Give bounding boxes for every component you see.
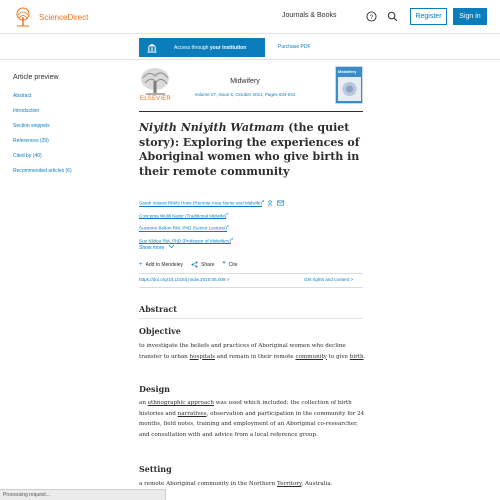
sidebar-item-references[interactable]: References (29) <box>13 138 49 144</box>
author-row[interactable]: Sue Kildea RM, PhD (Professor of Midwifery)$^d$ <box>139 236 234 244</box>
share-button[interactable]: Share <box>191 261 214 268</box>
article-preview-heading: Article preview <box>13 74 59 81</box>
header-divider <box>139 111 363 112</box>
cite-button[interactable]: ❞ Cite <box>222 261 238 268</box>
arrow-icon: > <box>226 277 230 282</box>
brand-name: ScienceDirect <box>39 12 89 22</box>
doi-divider-bottom <box>139 287 363 288</box>
author-list <box>139 196 284 246</box>
institution-icon <box>147 43 157 53</box>
author-name[interactable]: Sarah Ireland RM/N Hons (Remote Area Nurse and Midwife) <box>139 200 263 206</box>
help-icon[interactable] <box>366 11 377 22</box>
hospitals-link[interactable]: hospitals <box>189 353 215 360</box>
abstract-divider <box>139 318 363 319</box>
person-icon[interactable] <box>267 200 273 206</box>
setting-text: a remote Aboriginal community in the Northern Territory, Australia. <box>139 481 333 487</box>
svg-text:?: ? <box>369 13 374 21</box>
journals-books-link[interactable]: Journals & Books <box>282 12 337 19</box>
share-icon <box>191 261 198 268</box>
rights-link[interactable]: Get rights and content > <box>304 277 354 282</box>
author-row[interactable]: Sarah Ireland RM/N Hons (Remote Area Nurse and Midwife)$^a$ <box>139 196 284 209</box>
top-header <box>0 0 500 34</box>
article-actions <box>139 261 238 268</box>
email-icon[interactable] <box>277 200 284 206</box>
purchase-pdf-link[interactable]: Purchase PDF <box>278 44 311 50</box>
sidebar-item-section-snippets[interactable]: Section snippets <box>13 123 50 129</box>
design-heading: Design <box>139 384 170 394</box>
arrow-icon: > <box>350 277 354 282</box>
article-title: Niyith Nniyith Watmam (the quiet story): Exploring the experiences of Aboriginal women who give birth in their remote community <box>139 121 360 178</box>
journal-issue-meta[interactable]: Volume 27, Issue 5, October 2011, Pages 634-641 <box>194 92 296 97</box>
community-link[interactable]: community <box>295 353 327 360</box>
setting-heading: Setting <box>139 464 172 474</box>
elsevier-tree-icon <box>12 6 34 28</box>
cover-title: Midwifery <box>338 69 357 74</box>
doi-divider-top <box>139 273 363 274</box>
journal-title[interactable]: Midwifery <box>230 78 260 85</box>
author-name[interactable]: Concepta Wulili Narjic (Traditional Midwife) <box>139 213 227 219</box>
elsevier-wordmark: ELSEVIER <box>140 96 171 102</box>
access-institution-button[interactable] <box>139 38 265 57</box>
sidebar-item-recommended[interactable]: Recommended articles (6) <box>13 168 72 174</box>
sciencedirect-logo[interactable] <box>12 6 88 28</box>
register-button[interactable]: Register <box>410 8 447 25</box>
chevron-down-icon <box>168 244 175 249</box>
narratives-link[interactable]: narratives <box>177 410 207 417</box>
browser-status-bar: Processing request... <box>0 489 166 500</box>
journal-cover-image[interactable] <box>335 66 363 104</box>
add-to-mendeley-button[interactable]: + Add to Mendeley <box>139 261 184 268</box>
cover-artwork <box>338 77 361 101</box>
author-name[interactable]: Suzanne Belton RM, PhD (Senior Lecturer) <box>139 225 228 231</box>
design-text: an ethnographic approach was used which included: the collection of birth histories and narratives, observation and participation in the community for 24 months, field notes, training and employment of an Aboriginal co-researcher, and consultation with and advice from a local reference group. <box>139 400 365 438</box>
doi-link[interactable]: https://doi.org/10.1016/j.midw.2010.05.009 > <box>139 277 230 282</box>
abstract-heading: Abstract <box>139 304 177 314</box>
sidebar-item-abstract[interactable]: Abstract <box>13 93 32 99</box>
access-text: Access through your institution <box>174 44 247 51</box>
show-more-button[interactable]: Show more <box>139 244 175 251</box>
plus-icon: + <box>139 261 143 268</box>
ethnographic-approach-link[interactable]: ethnographic approach <box>147 400 214 406</box>
sidebar-item-cited-by[interactable]: Cited by (40) <box>13 153 42 159</box>
objective-text: to investigate the beliefs and practices of Aboriginal women who decline transfer to urban hospitals and remain in their remote community to give birth. <box>139 343 366 360</box>
objective-heading: Objective <box>139 326 181 336</box>
author-row[interactable]: Concepta Wulili Narjic (Traditional Midwife)$^b$ <box>139 211 229 219</box>
quote-icon: ❞ <box>222 262 226 268</box>
author-name[interactable]: Sue Kildea RM, PhD (Professor of Midwifery) <box>139 238 231 244</box>
sidebar-item-introduction[interactable]: Introduction <box>13 108 40 114</box>
article-outline-nav <box>13 92 123 182</box>
territory-link[interactable]: Territory <box>276 481 302 487</box>
sign-in-button[interactable]: Sign in <box>453 8 487 25</box>
search-icon[interactable] <box>387 11 398 22</box>
author-row[interactable]: Suzanne Belton RM, PhD (Senior Lecturer)$^c$ <box>139 224 230 231</box>
birth-link[interactable]: birth <box>349 353 364 360</box>
